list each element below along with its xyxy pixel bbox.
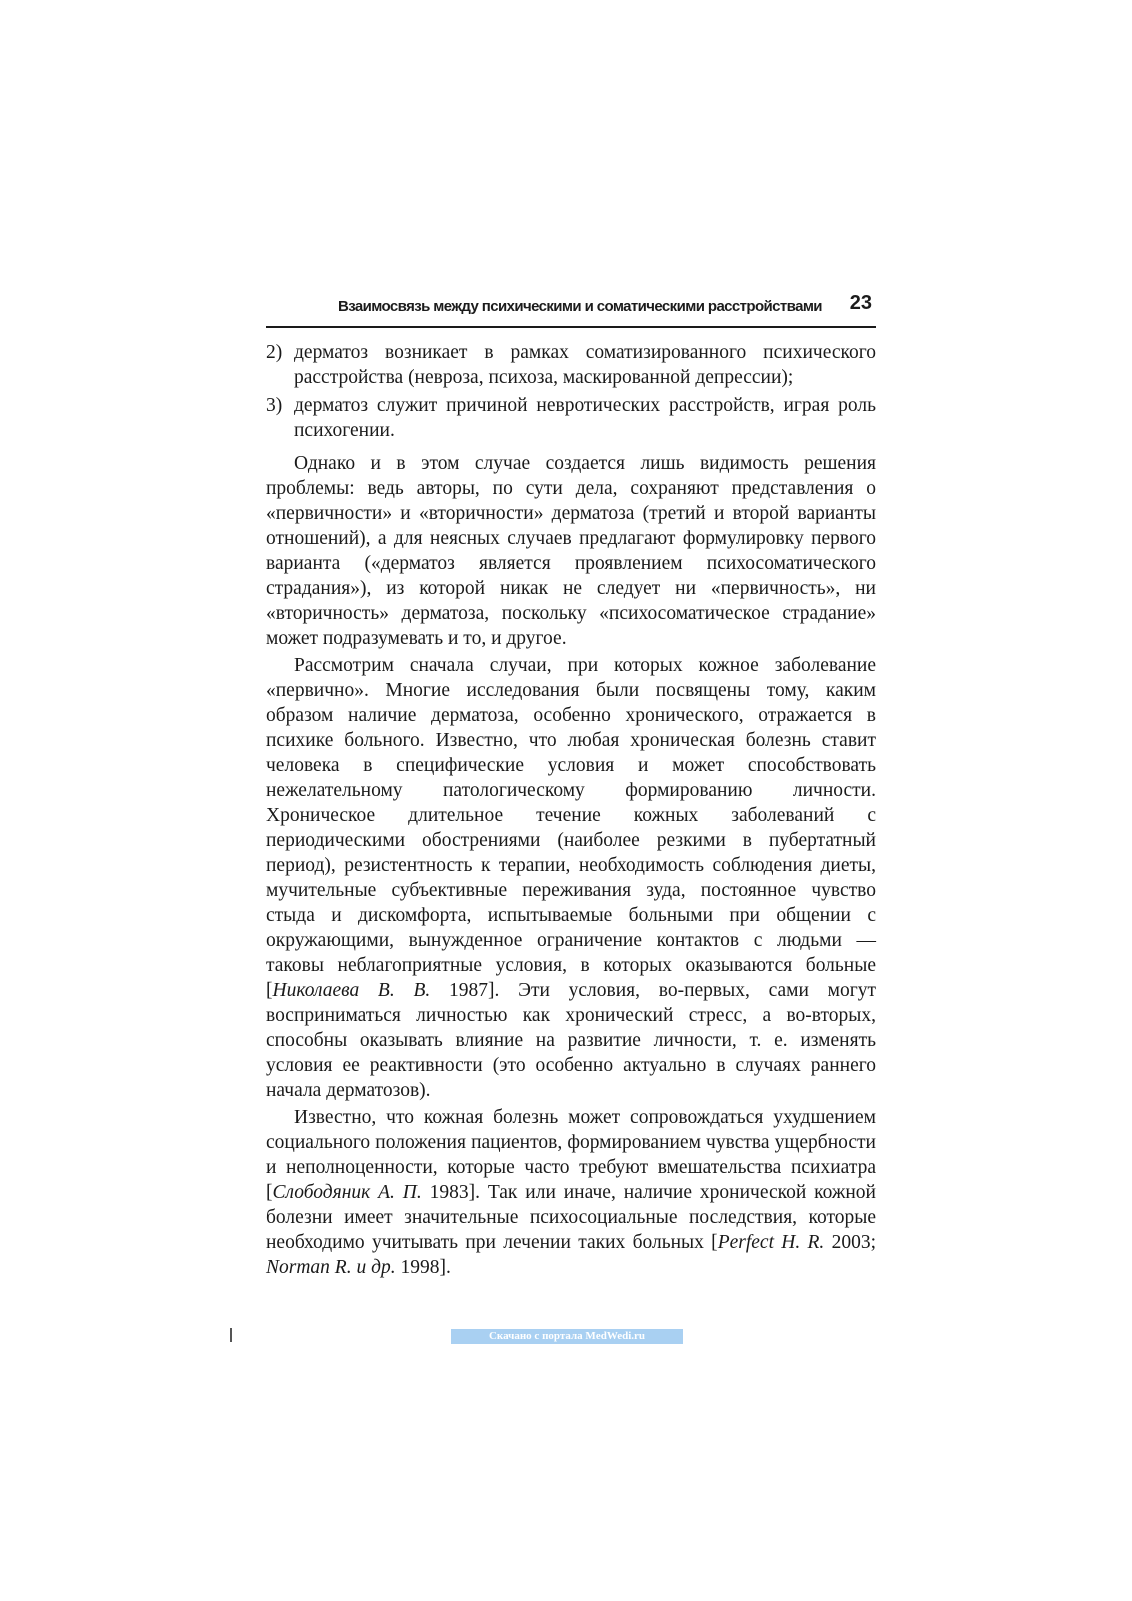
running-header <box>266 292 876 328</box>
list-item <box>266 340 876 390</box>
citation-author: Perfect H. R. <box>717 1232 825 1253</box>
paragraph-text: Рассмотрим сначала случаи, при которых кожное заболевание «первично». Многие исследования были посвящены тому, каким образом наличие дерматоза, особенно хронического, отражается в психике больного. Известно, что любая хроническая болезнь ставит человека в специфические условия и может способствовать нежелательному патологическому формированию личности. Хроническое длительное течение кожных заболеваний с периодическими обострениями (наиболее резкими в пубертатный период), резистентность к терапии, необходимость соблюдения диеты, мучительные субъективные переживания зуда, постоянное чувство стыда и дискомфорта, испытываемые больными при общении с окружающими, вынужденное ограничение контактов с людьми — таковы неблагоприятные условия, в которых оказываются больные [ <box>266 655 876 1001</box>
running-title: Взаимосвязь между психическими и соматическими расстройствами <box>338 298 822 315</box>
citation-author: Слободяник А. П. <box>272 1182 422 1203</box>
list-item-text: дерматоз служит причиной невротических расстройств, играя роль психогении. <box>294 395 876 441</box>
page-number: 23 <box>849 292 872 314</box>
list-item-number: 2) <box>266 342 283 363</box>
list-item <box>266 393 876 443</box>
paragraph-text: 1983]. Так или иначе, наличие хронической кожной болезни имеет значительные психосоциальные последствия, которые необходимо учитывать при лечении таких больных [ <box>266 1182 876 1253</box>
paragraph-text: 2003; <box>824 1232 877 1253</box>
paragraph-text: 1998]. <box>395 1257 451 1278</box>
page-body <box>266 340 876 1280</box>
download-banner: Скачано с портала MedWedi.ru <box>451 1329 683 1344</box>
paragraph <box>266 653 876 1103</box>
paragraph <box>266 1105 876 1280</box>
list-item-text: дерматоз возникает в рамках соматизированного психического расстройства (невроза, психоза, маскированной депрессии); <box>294 342 876 388</box>
paragraph-text: Однако и в этом случае создается лишь видимость решения проблемы: ведь авторы, по сути дела, сохраняют представления о «первичности» и «вторичности» дерматоза (третий и второй варианты отношений), а для неясных случаев предлагают формулировку первого варианта («дерматоз является проявлением психосоматического страдания»), из которой никак не следует ни «первичность», ни «вторичность» дерматоза, поскольку «психосоматическое страдание» может подразумевать и то, и другое. <box>266 453 876 649</box>
citation-author: Norman R. и др. <box>266 1257 396 1278</box>
list-item-number: 3) <box>266 395 283 416</box>
paragraph <box>266 451 876 651</box>
paragraph-text: Известно, что кожная болезнь может сопровождаться ухудшением социального положения пациентов, формированием чувства ущербности и неполноценности, которые часто требуют вмешательства психиатра [ <box>266 1107 876 1203</box>
paragraph-text: 1987]. Эти условия, во-первых, сами могут восприниматься личностью как хронический стресс, а во-вторых, способны оказывать влияние на развитие личности, т. е. изменять условия ее реактивности (это особенно актуально в случаях раннего начала дерматозов). <box>266 980 876 1101</box>
citation-author: Николаева В. В. <box>272 980 431 1001</box>
scan-mark <box>230 1328 232 1342</box>
